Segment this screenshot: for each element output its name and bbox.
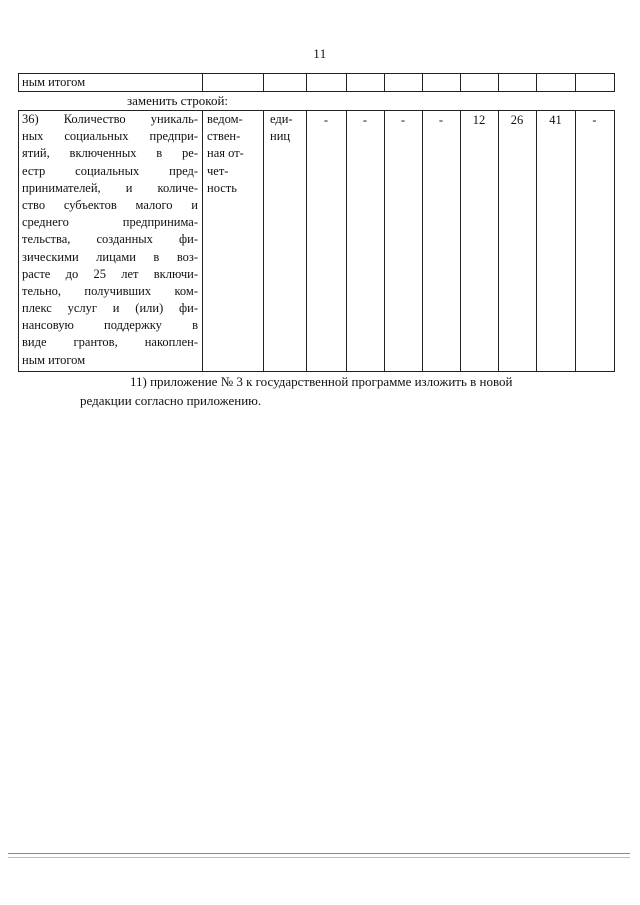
source-line: чет- — [207, 163, 229, 178]
unit-cell — [270, 111, 304, 145]
indicator-line: тельства, созданных фи- — [22, 232, 198, 247]
value-cell: - — [438, 113, 444, 127]
value-cell: - — [323, 113, 329, 127]
value-cell: - — [362, 113, 368, 127]
indicator-line: ятий, включенных в ре- — [22, 146, 198, 161]
value-cell: - — [592, 113, 597, 127]
indicator-name — [22, 111, 198, 369]
footer-instruction — [80, 372, 600, 410]
indicator-line: плекс услуг и (или) фи- — [22, 301, 198, 316]
indicator-line: расте до 25 лет включи- — [22, 266, 198, 281]
source-cell — [207, 111, 261, 197]
replace-instruction: заменить строкой: — [127, 93, 229, 108]
source-line: ность — [207, 180, 237, 195]
footer-line-2: редакции согласно приложению. — [80, 393, 262, 408]
bottom-divider-secondary — [8, 857, 630, 858]
unit-line: еди- — [270, 112, 293, 126]
value-cell: 41 — [549, 113, 562, 127]
indicator-line: ных социальных предпри- — [22, 129, 198, 144]
unit-line: ниц — [270, 129, 291, 144]
footer-line-1: 11) приложение № 3 к государственной программе изложить в новой — [130, 374, 513, 389]
indicator-line: ным итогом — [22, 352, 86, 367]
indicator-line: среднего предпринима- — [22, 215, 198, 230]
value-cell: 12 — [472, 113, 486, 127]
top-row-label: ным итогом — [22, 75, 86, 89]
value-cell: 26 — [510, 113, 524, 127]
indicator-line: ство субъектов малого и — [22, 197, 198, 212]
indicator-line: естр социальных пред- — [22, 163, 198, 178]
indicator-line: 36) Количество уникаль- — [22, 112, 198, 126]
source-line: ствен- — [207, 129, 241, 144]
bottom-divider — [8, 853, 630, 854]
indicator-line: виде грантов, накоплен- — [22, 335, 198, 350]
page-number: 11 — [313, 46, 327, 61]
indicator-line: тельно, получивших ком- — [22, 283, 198, 298]
source-line: ведом- — [207, 112, 243, 126]
indicator-line: нансовую поддержку в — [22, 318, 198, 333]
indicator-line: принимателей, и количе- — [22, 180, 198, 195]
source-line: ная от- — [207, 146, 244, 161]
indicator-line: зическими лицами в воз- — [22, 249, 198, 264]
value-cell: - — [400, 113, 406, 127]
